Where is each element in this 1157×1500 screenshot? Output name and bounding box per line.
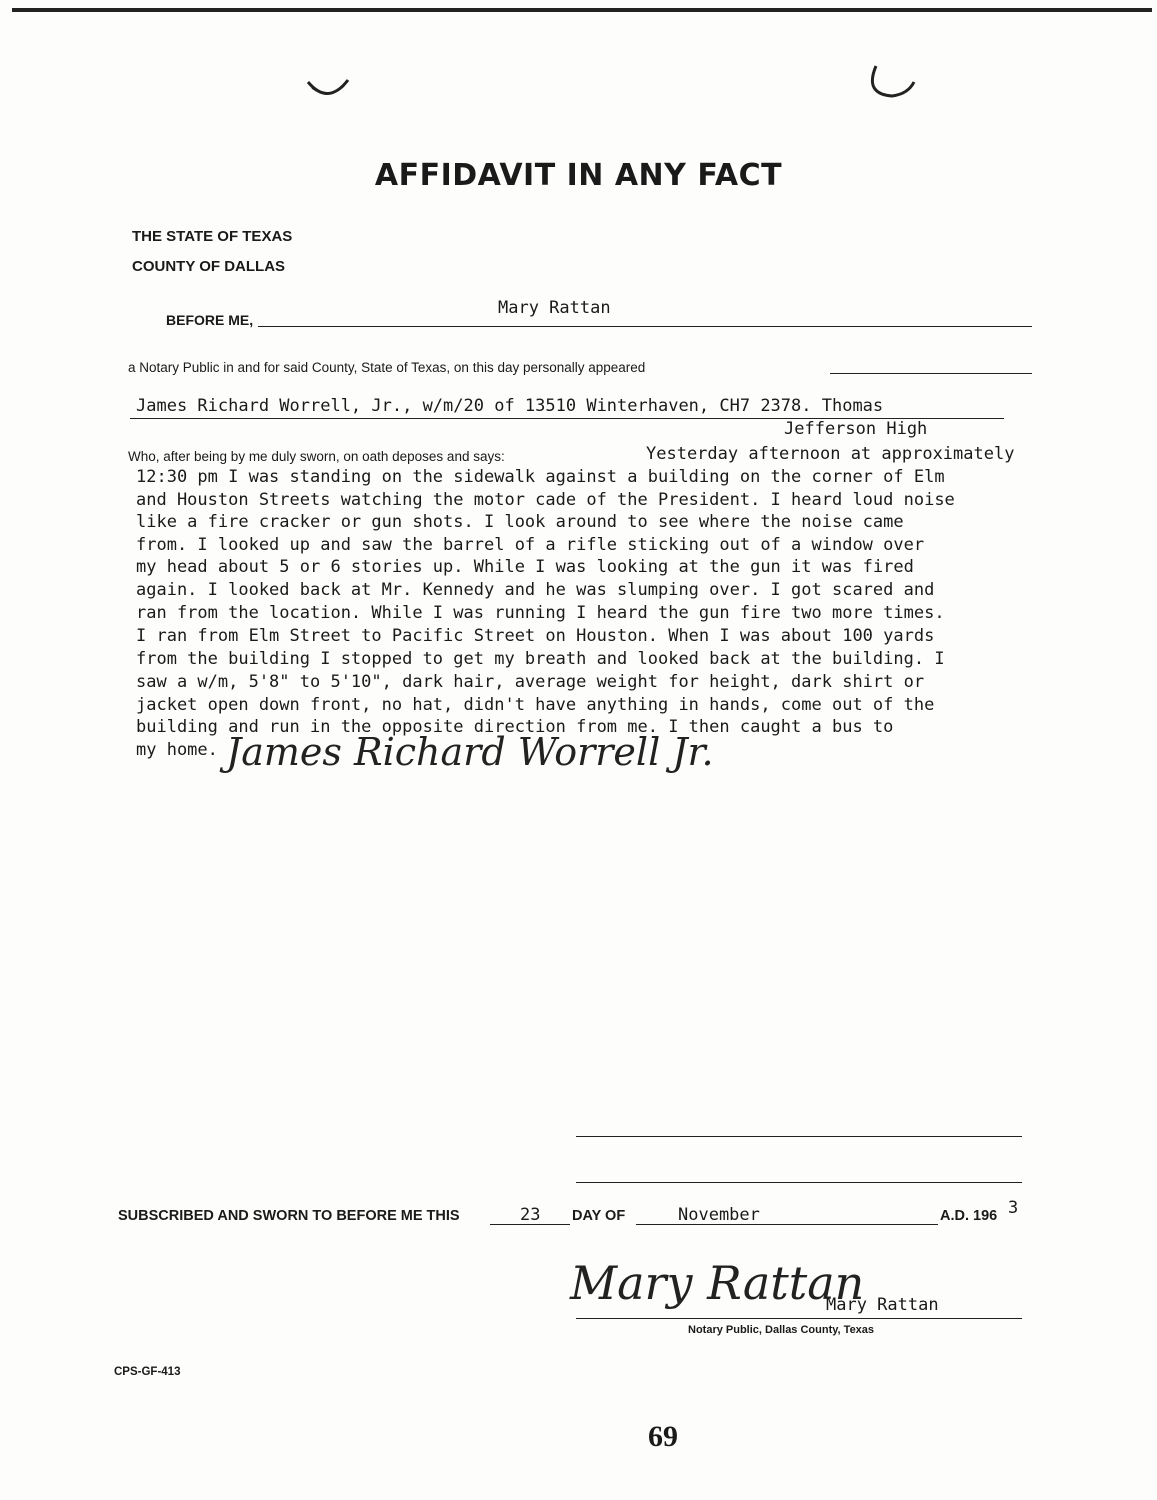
deposes-label: Who, after being by me duly sworn, on oath deposes and says: — [128, 449, 505, 464]
statement-line: ran from the location. While I was running I heard the gun fire two more times. — [136, 603, 945, 623]
notary-name-rule — [258, 326, 1032, 327]
signature-rule-2 — [576, 1182, 1022, 1183]
statement-line: 12:30 pm I was standing on the sidewalk against a building on the corner of Elm — [136, 467, 945, 487]
affiant-line-cont: Jefferson High — [784, 419, 928, 439]
statement-line: and Houston Streets watching the motor cade of the President. I heard loud noise — [136, 490, 955, 510]
statement-line: like a fire cracker or gun shots. I look around to see where the noise came — [136, 512, 904, 532]
month-value: November — [678, 1205, 760, 1225]
day-of-label: DAY OF — [572, 1208, 626, 1224]
subscribed-label: SUBSCRIBED AND SWORN TO BEFORE ME THIS — [118, 1208, 460, 1224]
year-digit: 3 — [1008, 1198, 1019, 1218]
binder-hole-mark-right — [862, 60, 922, 106]
appeared-rule — [830, 373, 1032, 374]
statement-line: building and run in the opposite direction from me. I then caught a bus to — [136, 717, 894, 737]
notary-clause: a Notary Public in and for said County, State of Texas, on this day personally appeared — [128, 360, 646, 375]
binder-hole-mark-left — [300, 70, 360, 110]
affiant-signature: James Richard Worrell Jr. — [226, 730, 714, 774]
ad-label: A.D. 196 — [940, 1208, 998, 1224]
statement-line: from. I looked up and saw the barrel of a rifle sticking out of a window over — [136, 535, 925, 555]
statement-last: my home. — [136, 740, 218, 760]
statement-first: Yesterday afternoon at approximately — [646, 444, 1015, 464]
signature-rule-1 — [576, 1136, 1022, 1137]
county-line: COUNTY OF DALLAS — [132, 258, 286, 275]
statement-line: my head about 5 or 6 stories up. While I was looking at the gun it was fired — [136, 557, 914, 577]
notary-caption: Notary Public, Dallas County, Texas — [688, 1324, 875, 1336]
document-title: AFFIDAVIT IN ANY FACT — [374, 158, 783, 193]
statement-line: again. I looked back at Mr. Kennedy and he was slumping over. I got scared and — [136, 580, 935, 600]
before-me-label: BEFORE ME, — [166, 312, 254, 328]
statement-line: saw a w/m, 5'8" to 5'10", dark hair, average weight for height, dark shirt or — [136, 672, 925, 692]
notary-name: Mary Rattan — [498, 298, 611, 318]
statement-line: from the building I stopped to get my breath and looked back at the building. I — [136, 649, 945, 669]
notary-signature-rule — [576, 1318, 1022, 1319]
statement-line: jacket open down front, no hat, didn't have anything in hands, come out of the — [136, 695, 935, 715]
page-number: 69 — [648, 1420, 678, 1453]
statement-line: I ran from Elm Street to Pacific Street on Houston. When I was about 100 yards — [136, 626, 935, 646]
affiant-line: James Richard Worrell, Jr., w/m/20 of 13510 Winterhaven, CH7 2378. Thomas — [136, 396, 884, 416]
notary-typed-name: Mary Rattan — [826, 1295, 939, 1315]
notary-signature: Mary Rattan — [570, 1256, 865, 1310]
form-code: CPS-GF-413 — [114, 1366, 181, 1378]
top-border — [12, 8, 1152, 12]
state-line: THE STATE OF TEXAS — [132, 228, 293, 245]
day-value: 23 — [520, 1205, 541, 1225]
